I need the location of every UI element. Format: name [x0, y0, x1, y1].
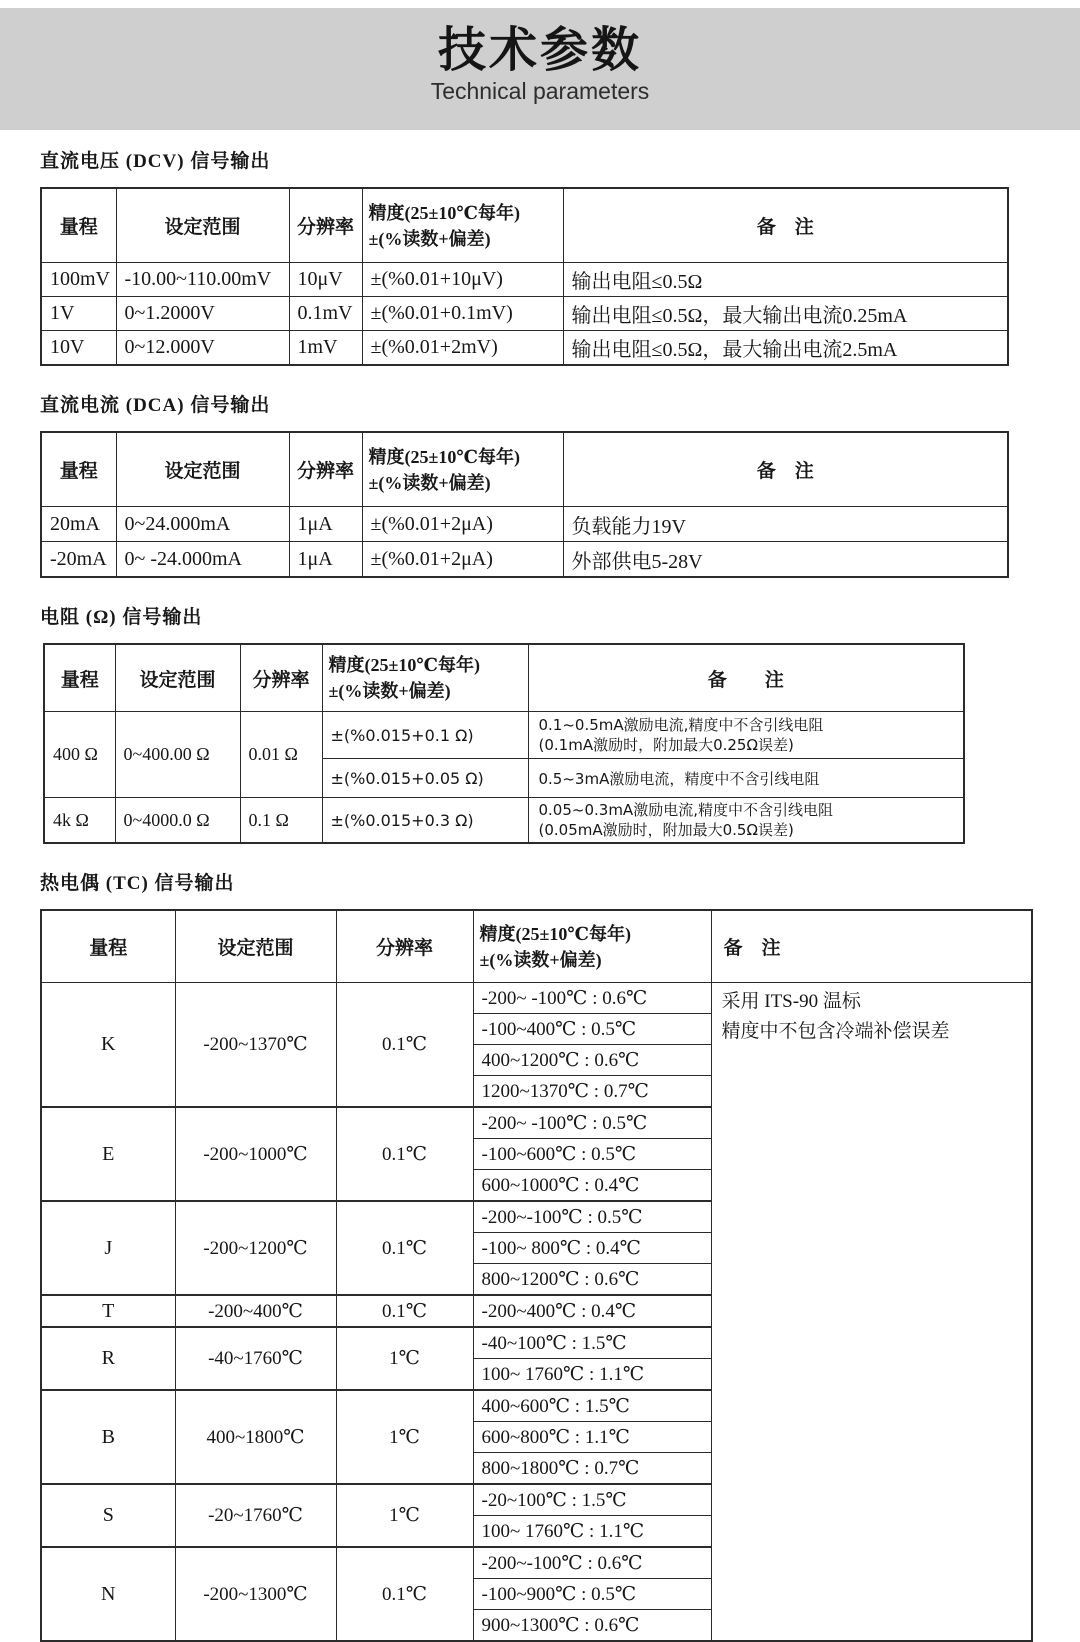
- tc-accuracy: 600~800℃ : 1.1℃: [473, 1422, 711, 1453]
- dca-note: 外部供电5-28V: [563, 542, 1008, 578]
- resistance-table: [43, 643, 965, 844]
- dca-table: [40, 431, 1009, 578]
- dcv-accuracy: ±(%0.01+0.1mV): [362, 297, 563, 331]
- resistance-header-res: 分辨率: [240, 644, 322, 712]
- tc-note: [711, 983, 1032, 1642]
- header-band: [0, 8, 1080, 130]
- tc-accuracy: 100~ 1760℃ : 1.1℃: [473, 1359, 711, 1391]
- section-title-resistance: 电阻 (Ω) 信号输出: [40, 607, 203, 628]
- dca-header-row: [41, 432, 1008, 507]
- resistance-header-range: 量程: [44, 644, 115, 712]
- dca-res: 1μA: [289, 507, 362, 542]
- tc-accuracy: -100~600℃ : 0.5℃: [473, 1139, 711, 1170]
- table-row: [44, 712, 964, 759]
- tc-span: -200~400℃: [175, 1295, 336, 1327]
- tc-res: 0.1℃: [336, 983, 473, 1108]
- tc-table: [40, 909, 1033, 1642]
- tc-type: S: [41, 1484, 175, 1547]
- tc-res: 1℃: [336, 1327, 473, 1390]
- dcv-res: 10μV: [289, 263, 362, 297]
- dcv-span: 0~12.000V: [116, 331, 289, 366]
- resistance-note: 0.5~3mA激励电流，精度中不含引线电阻: [528, 759, 964, 798]
- tc-type: K: [41, 983, 175, 1108]
- tc-type: E: [41, 1107, 175, 1201]
- tc-header-note: 备 注: [711, 910, 1032, 983]
- tc-accuracy: -200~ -100℃ : 0.5℃: [473, 1107, 711, 1139]
- dca-note: 负载能力19V: [563, 507, 1008, 542]
- resistance-range: 400 Ω: [44, 712, 115, 798]
- resistance-accuracy: ±(%0.015+0.1 Ω): [322, 712, 528, 759]
- resistance-header-accuracy-line2: ±(%读数+偏差): [328, 681, 451, 701]
- tc-header-accuracy: [473, 910, 711, 983]
- dca-header-res: 分辨率: [289, 432, 362, 507]
- dca-res: 1μA: [289, 542, 362, 578]
- tc-accuracy: -200~-100℃ : 0.5℃: [473, 1201, 711, 1233]
- tc-accuracy: -20~100℃ : 1.5℃: [473, 1484, 711, 1516]
- dcv-header-accuracy-line1: 精度(25±10℃每年): [368, 202, 520, 223]
- table-row: [41, 507, 1008, 542]
- table-row: [44, 798, 964, 844]
- dcv-note: 输出电阻≤0.5Ω，最大输出电流0.25mA: [563, 297, 1008, 331]
- tc-accuracy: -100~900℃ : 0.5℃: [473, 1579, 711, 1610]
- dca-header-accuracy-line1: 精度(25±10℃每年): [368, 446, 520, 467]
- dca-header-range: 量程: [41, 432, 116, 507]
- resistance-note-line1: 0.05~0.3mA激励电流,精度中不含引线电阻: [538, 801, 833, 819]
- dcv-res: 0.1mV: [289, 297, 362, 331]
- tc-accuracy: 400~1200℃ : 0.6℃: [473, 1045, 711, 1076]
- resistance-note: [528, 798, 964, 844]
- tc-accuracy: 100~ 1760℃ : 1.1℃: [473, 1516, 711, 1548]
- resistance-header-span: 设定范围: [115, 644, 240, 712]
- dcv-span: 0~1.2000V: [116, 297, 289, 331]
- dca-header-accuracy-line2: ±(%读数+偏差): [368, 472, 491, 493]
- resistance-res: 0.1 Ω: [240, 798, 322, 844]
- dcv-note: 输出电阻≤0.5Ω: [563, 263, 1008, 297]
- dcv-header-note: 备 注: [563, 188, 1008, 263]
- tc-type: J: [41, 1201, 175, 1295]
- tc-res: 0.1℃: [336, 1547, 473, 1641]
- dca-header-span: 设定范围: [116, 432, 289, 507]
- dcv-range: 10V: [41, 331, 116, 366]
- resistance-header-accuracy-line1: 精度(25±10℃每年): [328, 655, 480, 675]
- tc-header-accuracy-line2: ±(%读数+偏差): [479, 949, 602, 970]
- dcv-header-accuracy-line2: ±(%读数+偏差): [368, 228, 491, 249]
- tc-accuracy: 1200~1370℃ : 0.7℃: [473, 1076, 711, 1108]
- tc-header-res: 分辨率: [336, 910, 473, 983]
- tc-res: 0.1℃: [336, 1201, 473, 1295]
- tc-span: -200~1200℃: [175, 1201, 336, 1295]
- section-title-dcv: 直流电压 (DCV) 信号输出: [40, 151, 271, 172]
- tc-accuracy: -40~100℃ : 1.5℃: [473, 1327, 711, 1359]
- tc-header-span: 设定范围: [175, 910, 336, 983]
- tc-accuracy: 600~1000℃ : 0.4℃: [473, 1170, 711, 1202]
- section-title-tc: 热电偶 (TC) 信号输出: [40, 873, 235, 894]
- tc-header-row: [41, 910, 1032, 983]
- resistance-res: 0.01 Ω: [240, 712, 322, 798]
- tc-accuracy: -200~400℃ : 0.4℃: [473, 1295, 711, 1327]
- tc-accuracy: 800~1200℃ : 0.6℃: [473, 1264, 711, 1296]
- tc-res: 0.1℃: [336, 1295, 473, 1327]
- dcv-range: 1V: [41, 297, 116, 331]
- page-subtitle: Technical parameters: [430, 78, 650, 104]
- table-row: [41, 263, 1008, 297]
- tc-type: B: [41, 1390, 175, 1484]
- dcv-header-res: 分辨率: [289, 188, 362, 263]
- dcv-range: 100mV: [41, 263, 116, 297]
- tc-res: 1℃: [336, 1484, 473, 1547]
- dca-range: -20mA: [41, 542, 116, 578]
- resistance-note: [528, 712, 964, 759]
- table-row: [41, 983, 1032, 1014]
- table-row: [41, 297, 1008, 331]
- tc-note-line1: 采用 ITS-90 温标: [721, 991, 861, 1012]
- resistance-header-note: 备 注: [528, 644, 964, 712]
- tc-note-line2: 精度中不包含冷端补偿误差: [721, 1021, 950, 1042]
- dca-range: 20mA: [41, 507, 116, 542]
- tc-header-range: 量程: [41, 910, 175, 983]
- resistance-span: 0~4000.0 Ω: [115, 798, 240, 844]
- tc-accuracy: 900~1300℃ : 0.6℃: [473, 1610, 711, 1642]
- page-title: 技术参数: [437, 24, 642, 77]
- dcv-table: [40, 187, 1009, 366]
- dcv-accuracy: ±(%0.01+2mV): [362, 331, 563, 366]
- table-row: [41, 331, 1008, 366]
- tc-type: R: [41, 1327, 175, 1390]
- tc-span: -200~1370℃: [175, 983, 336, 1108]
- dca-header-accuracy: [362, 432, 563, 507]
- resistance-note-line2: (0.05mA激励时，附加最大0.5Ω误差): [538, 821, 794, 839]
- resistance-header-row: [44, 644, 964, 712]
- dcv-note: 输出电阻≤0.5Ω，最大输出电流2.5mA: [563, 331, 1008, 366]
- dca-span: 0~24.000mA: [116, 507, 289, 542]
- table-row: [41, 542, 1008, 578]
- resistance-range: 4k Ω: [44, 798, 115, 844]
- dcv-span: -10.00~110.00mV: [116, 263, 289, 297]
- tc-type: T: [41, 1295, 175, 1327]
- dca-header-note: 备 注: [563, 432, 1008, 507]
- dcv-header-accuracy: [362, 188, 563, 263]
- tc-accuracy: -100~ 800℃ : 0.4℃: [473, 1233, 711, 1264]
- tc-type: N: [41, 1547, 175, 1641]
- dca-accuracy: ±(%0.01+2μA): [362, 507, 563, 542]
- tc-res: 0.1℃: [336, 1107, 473, 1201]
- dca-accuracy: ±(%0.01+2μA): [362, 542, 563, 578]
- resistance-accuracy: ±(%0.015+0.3 Ω): [322, 798, 528, 844]
- tc-res: 1℃: [336, 1390, 473, 1484]
- tc-header-accuracy-line1: 精度(25±10℃每年): [479, 923, 631, 944]
- section-title-dca: 直流电流 (DCA) 信号输出: [40, 395, 271, 416]
- tc-accuracy: -100~400℃ : 0.5℃: [473, 1014, 711, 1045]
- tc-accuracy: -200~-100℃ : 0.6℃: [473, 1547, 711, 1579]
- resistance-accuracy: ±(%0.015+0.05 Ω): [322, 759, 528, 798]
- dcv-res: 1mV: [289, 331, 362, 366]
- resistance-span: 0~400.00 Ω: [115, 712, 240, 798]
- resistance-note-line1: 0.1~0.5mA激励电流,精度中不含引线电阻: [538, 716, 824, 734]
- tc-span: -200~1300℃: [175, 1547, 336, 1641]
- tc-span: -20~1760℃: [175, 1484, 336, 1547]
- resistance-header-accuracy: [322, 644, 528, 712]
- dcv-accuracy: ±(%0.01+10μV): [362, 263, 563, 297]
- dcv-header-row: [41, 188, 1008, 263]
- dcv-header-range: 量程: [41, 188, 116, 263]
- tc-accuracy: 400~600℃ : 1.5℃: [473, 1390, 711, 1422]
- tc-span: 400~1800℃: [175, 1390, 336, 1484]
- tc-span: -200~1000℃: [175, 1107, 336, 1201]
- dcv-header-span: 设定范围: [116, 188, 289, 263]
- tc-accuracy: -200~ -100℃ : 0.6℃: [473, 983, 711, 1014]
- resistance-note-line2: (0.1mA激励时，附加最大0.25Ω误差): [538, 736, 794, 754]
- tc-accuracy: 800~1800℃ : 0.7℃: [473, 1453, 711, 1485]
- dca-span: 0~ -24.000mA: [116, 542, 289, 578]
- tc-span: -40~1760℃: [175, 1327, 336, 1390]
